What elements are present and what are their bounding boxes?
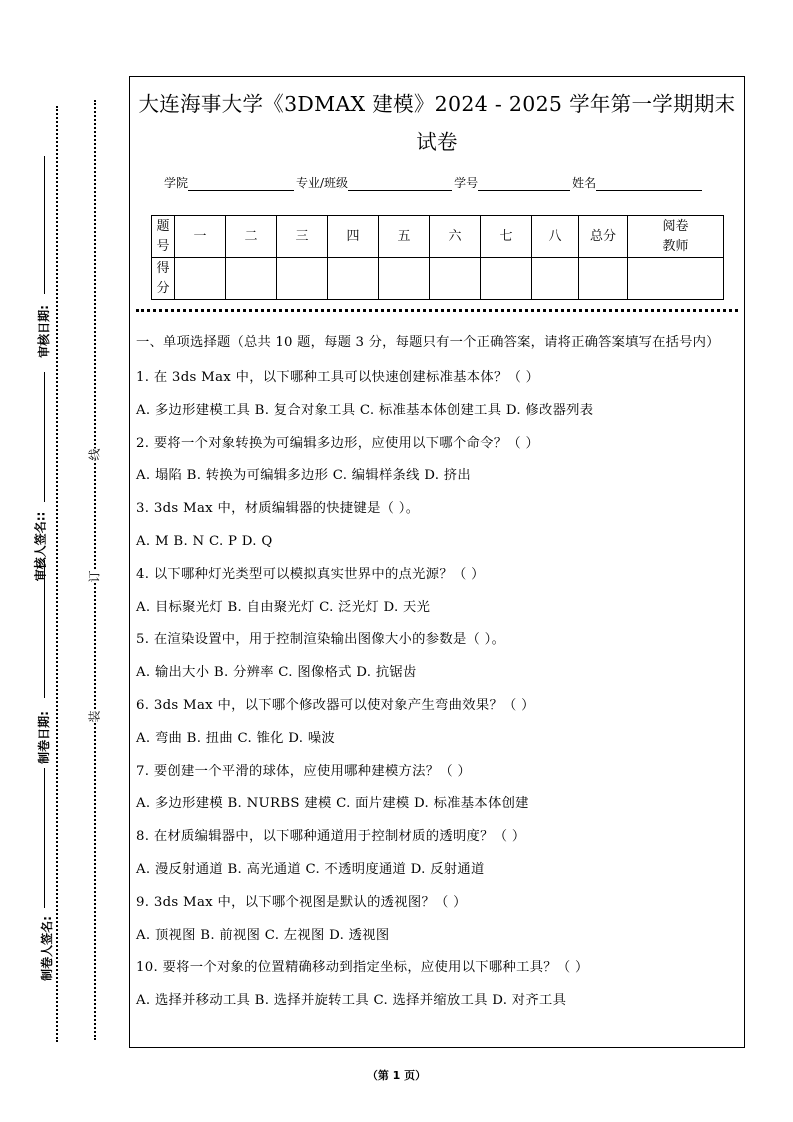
reviewer-sign-line	[44, 372, 45, 502]
score-cell-total[interactable]	[579, 258, 628, 300]
preparer-sign-label: 制卷人签名:	[39, 916, 54, 981]
exam-title: 大连海事大学《3DMAX 建模》2024 - 2025 学年第一学期期末试卷	[138, 92, 736, 154]
question-text: 10. 要将一个对象的位置精确移动到指定坐标，应使用以下哪种工具？（ ）	[136, 960, 589, 976]
major-class-label: 专业/班级	[296, 176, 349, 190]
score-cell-3[interactable]	[277, 258, 328, 300]
question-options: A. M B. N C. P D. Q	[136, 533, 273, 549]
review-date-label: 审核日期:	[36, 305, 51, 358]
question-text: 1. 在 3ds Max 中，以下哪种工具可以快速创建标准基本体？（ ）	[136, 370, 540, 385]
page-number: （第 1 页）	[366, 1069, 427, 1082]
score-cell-1[interactable]	[175, 258, 226, 300]
score-table	[151, 215, 724, 300]
col-6: 六	[430, 216, 481, 258]
exam-frame	[129, 76, 745, 1048]
binding-mark-zhuang: 装	[87, 710, 102, 723]
question-options: A. 目标聚光灯 B. 自由聚光灯 C. 泛光灯 D. 天光	[136, 599, 431, 615]
binding-dotted-line-outer	[56, 106, 58, 1042]
question-options: A. 多边形建模工具 B. 复合对象工具 C. 标准基本体创建工具 D. 修改器列表	[136, 402, 594, 418]
binding-mark-xian: 线	[87, 448, 102, 461]
question-options: A. 输出大小 B. 分辨率 C. 图像格式 D. 抗锯齿	[136, 665, 417, 681]
score-cell-7[interactable]	[481, 258, 532, 300]
question-text: 7. 要创建一个平滑的球体，应使用哪种建模方法？（ ）	[136, 763, 472, 779]
col-2: 二	[226, 216, 277, 258]
review-date-line	[44, 156, 45, 294]
question-text: 3. 3ds Max 中，材质编辑器的快捷键是（ ）。	[136, 501, 420, 517]
student-id-field[interactable]	[478, 178, 570, 191]
question-options: A. 弯曲 B. 扭曲 C. 锥化 D. 噪波	[136, 730, 336, 746]
college-label: 学院	[164, 176, 189, 190]
dotted-separator	[136, 309, 738, 312]
question-text: 6. 3ds Max 中，以下哪个修改器可以使对象产生弯曲效果？（ ）	[136, 697, 535, 713]
score-table-score-row	[152, 258, 724, 300]
name-label: 姓名	[572, 176, 597, 190]
question-text: 5. 在渲染设置中，用于控制渲染输出图像大小的参数是（ ）。	[136, 632, 506, 648]
student-info-row	[164, 174, 704, 191]
col-5: 五	[379, 216, 430, 258]
section-heading: 一、单项选择题（总共 10 题，每题 3 分，每题只有一个正确答案，请将正确答案填写在括号内）	[136, 335, 720, 350]
question-options: A. 塌陷 B. 转换为可编辑多边形 C. 编辑样条线 D. 挤出	[136, 468, 471, 484]
score-table-header-row	[152, 216, 724, 258]
question-options: A. 漫反射通道 B. 高光通道 C. 不透明度通道 D. 反射通道	[136, 861, 485, 877]
question-text: 8. 在材质编辑器中，以下哪种通道用于控制材质的透明度？（ ）	[136, 829, 526, 845]
name-field[interactable]	[596, 178, 702, 191]
score-cell-5[interactable]	[379, 258, 430, 300]
grader-label: 阅卷教师	[628, 216, 724, 258]
col-8: 八	[532, 216, 579, 258]
score-cell-grader[interactable]	[628, 258, 724, 300]
question-text: 4. 以下哪种灯光类型可以模拟真实世界中的点光源？（ ）	[136, 566, 485, 582]
col-3: 三	[277, 216, 328, 258]
question-text: 2. 要将一个对象转换为可编辑多边形，应使用以下哪个命令？（ ）	[136, 435, 540, 451]
question-number-label: 题号	[152, 216, 175, 258]
prepare-date-label: 制卷日期:	[36, 711, 51, 764]
student-id-label: 学号	[454, 176, 479, 190]
question-options: A. 顶视图 B. 前视图 C. 左视图 D. 透视图	[136, 927, 390, 943]
question-section	[136, 331, 738, 1018]
preparer-sign-line	[44, 768, 45, 908]
reviewer-sign-label: 审核人签名::	[33, 511, 48, 582]
question-text: 9. 3ds Max 中，以下哪个视图是默认的透视图？（ ）	[136, 894, 467, 910]
score-cell-6[interactable]	[430, 258, 481, 300]
score-cell-2[interactable]	[226, 258, 277, 300]
col-7: 七	[481, 216, 532, 258]
col-4: 四	[328, 216, 379, 258]
score-cell-8[interactable]	[532, 258, 579, 300]
major-class-field[interactable]	[348, 178, 452, 191]
col-total: 总分	[579, 216, 628, 258]
question-options: A. 多边形建模 B. NURBS 建模 C. 面片建模 D. 标准基本体创建	[136, 796, 529, 812]
binding-mark-ding: 订	[87, 570, 102, 583]
col-1: 一	[175, 216, 226, 258]
question-options: A. 选择并移动工具 B. 选择并旋转工具 C. 选择并缩放工具 D. 对齐工具	[136, 993, 567, 1009]
score-label: 得分	[152, 258, 175, 300]
college-field[interactable]	[188, 178, 294, 191]
score-cell-4[interactable]	[328, 258, 379, 300]
